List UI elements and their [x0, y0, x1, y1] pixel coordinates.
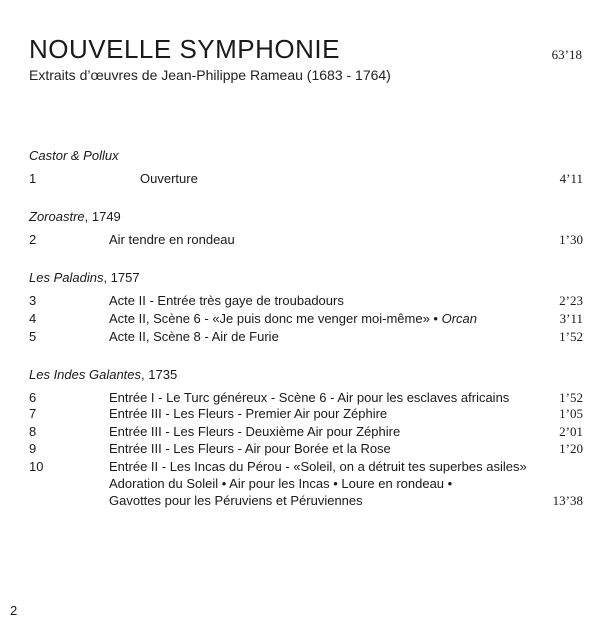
- track-duration: 4’11: [559, 171, 583, 186]
- track-description-performer: Orcan: [441, 311, 477, 326]
- track-number: 5: [29, 329, 37, 344]
- track-row: [29, 424, 583, 442]
- page-number: 2: [10, 603, 18, 618]
- work-year: , 1735: [141, 367, 178, 382]
- track-number: 1: [29, 171, 37, 186]
- track-row: [29, 293, 583, 311]
- work-title: Les Paladins: [29, 270, 104, 285]
- work-year: , 1749: [84, 209, 121, 224]
- track-duration: 13’38: [552, 493, 583, 508]
- work-heading-castor-pollux: [29, 148, 119, 163]
- work-title: Zoroastre: [29, 209, 85, 224]
- track-description: Acte II - Entrée très gaye de troubadours: [109, 293, 344, 308]
- track-description: Entrée III - Les Fleurs - Premier Air pour Zéphire: [109, 406, 388, 421]
- track-row: [29, 406, 583, 424]
- track-duration: 1’52: [559, 390, 583, 405]
- track-description: Air tendre en rondeau: [109, 232, 235, 247]
- track-description: Entrée II - Les Incas du Pérou - «Soleil, on a détruit tes superbes asiles»: [109, 459, 527, 474]
- track-row: [29, 171, 583, 189]
- track-row: [29, 232, 583, 250]
- track-duration: 1’20: [559, 441, 583, 456]
- track-row: [29, 459, 583, 477]
- track-description: [109, 311, 477, 326]
- track-description: Acte II, Scène 8 - Air de Furie: [109, 329, 279, 344]
- track-duration: 1’05: [559, 406, 583, 421]
- work-heading-zoroastre: [29, 209, 121, 224]
- track-description-main: Acte II, Scène 6 - «Je puis donc me venger moi-même» •: [109, 311, 442, 326]
- track-row: [29, 311, 583, 329]
- work-year: , 1757: [103, 270, 140, 285]
- track-duration: 1’30: [559, 232, 583, 247]
- total-duration: 63’18: [551, 47, 582, 62]
- album-subtitle: Extraits d’œuvres de Jean-Philippe Rameau (1683 - 1764): [29, 67, 391, 83]
- track-number: 3: [29, 293, 37, 308]
- track-description-continued: Gavottes pour les Péruviens et Péruviennes: [109, 493, 363, 508]
- track-description: Entrée III - Les Fleurs - Air pour Borée et la Rose: [109, 441, 391, 456]
- track-number: 6: [29, 390, 37, 405]
- track-description: Ouverture: [140, 171, 198, 186]
- track-number: 9: [29, 441, 37, 456]
- work-title: Castor & Pollux: [29, 148, 119, 163]
- track-row: [29, 329, 583, 347]
- track-description: Entrée I - Le Turc généreux - Scène 6 - Air pour les esclaves africains: [109, 390, 510, 405]
- track-number: 4: [29, 311, 37, 326]
- track-duration: 1’52: [559, 329, 583, 344]
- track-number: 10: [29, 459, 44, 474]
- work-title: Les Indes Galantes: [29, 367, 142, 382]
- track-duration: 2’23: [559, 293, 583, 308]
- track-row: [29, 441, 583, 459]
- track-number: 2: [29, 232, 37, 247]
- track-description: Entrée III - Les Fleurs - Deuxième Air pour Zéphire: [109, 424, 401, 439]
- track-duration: 2’01: [559, 424, 583, 439]
- track-row-continued: [29, 493, 583, 511]
- work-heading-les-paladins: [29, 270, 140, 285]
- work-heading-les-indes-galantes: [29, 367, 177, 382]
- track-number: 7: [29, 406, 37, 421]
- track-description-continued: Adoration du Soleil • Air pour les Incas • Loure en rondeau •: [109, 476, 453, 491]
- track-duration: 3’11: [559, 311, 583, 326]
- album-title: NOUVELLE SYMPHONIE: [29, 34, 340, 64]
- track-number: 8: [29, 424, 37, 439]
